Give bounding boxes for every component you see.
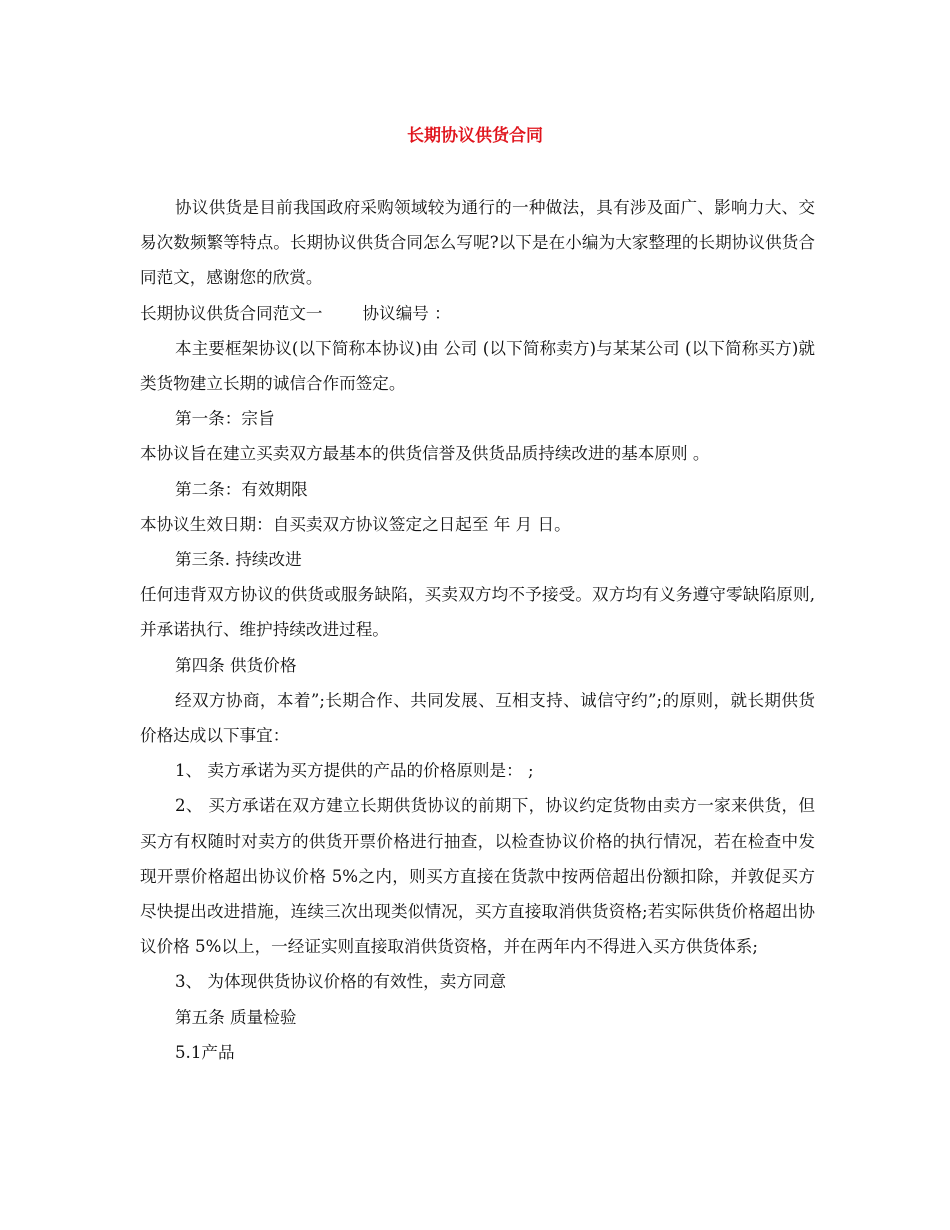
article-4-item-3: 3、 为体现供货协议价格的有效性，卖方同意 [175,972,507,992]
sample-heading: 长期协议供货合同范文一 [140,303,323,323]
article-4-heading: 第四条 供货价格 [175,655,297,675]
article-4-text: 经双方协商，本着”;长期合作、共同发展、互相支持、诚信守约”;的原则，就长期供货价格达成以下事宜： [140,690,815,746]
article-2-text: 本协议生效日期：自买卖双方协议签定之日起至 年 月 日。 [140,514,571,534]
intro-paragraph: 协议供货是目前我国政府采购领域较为通行的一种做法，具有涉及面广、影响力大、交易次数频繁等特点。长期协议供货合同怎么写呢?以下是在小编为大家整理的长期协议供货合同范文，感谢您的欣赏。 [140,198,815,288]
article-4-item-1: 1、 卖方承诺为买方提供的产品的价格原则是： ; [175,761,534,781]
article-2-heading: 第二条：有效期限 [175,479,308,499]
article-3-heading: 第三条. 持续改进 [175,550,302,570]
sample-heading-line [140,296,815,331]
article-3-text: 任何违背双方协议的供货或服务缺陷，买卖双方均不予接受。双方均有义务遵守零缺陷原则,并承诺执行、维护持续改进过程。 [140,585,815,640]
document-body [140,190,815,1070]
article-1-text: 本协议旨在建立买卖双方最基本的供货信誉及供货品质持续改进的基本原则 。 [140,444,710,464]
article-5-subsection: 5.1产品 [175,1042,235,1062]
article-5-heading: 第五条 质量检验 [175,1007,297,1027]
document-title: 长期协议供货合同 [407,126,543,146]
article-1-heading: 第一条：宗旨 [175,409,275,429]
article-4-item-2: 2、 买方承诺在双方建立长期供货协议的前期下，协议约定货物由卖方一家来供货，但买方有权随时对卖方的供货开票价格进行抽查，以检查协议价格的执行情况，若在检查中发现开票价格超出协议价格 5%之内，则买方直接在货款中按两倍超出份额扣除，并敦促买方尽快提出改进措施，连续三次出现类似情况，买方直接取消供货资格;若实际供货价格超出协议价格 5%以上，一经证实则直接取消供货资格，并在两年内不得进入买方供货体系; [140,796,815,957]
preamble-paragraph: 本主要框架协议(以下简称本协议)由 公司 (以下简称卖方)与某某公司 (以下简称买方)就 类货物建立长期的诚信合作而签定。 [140,338,815,394]
agreement-number: 协议编号 ： [362,303,451,323]
